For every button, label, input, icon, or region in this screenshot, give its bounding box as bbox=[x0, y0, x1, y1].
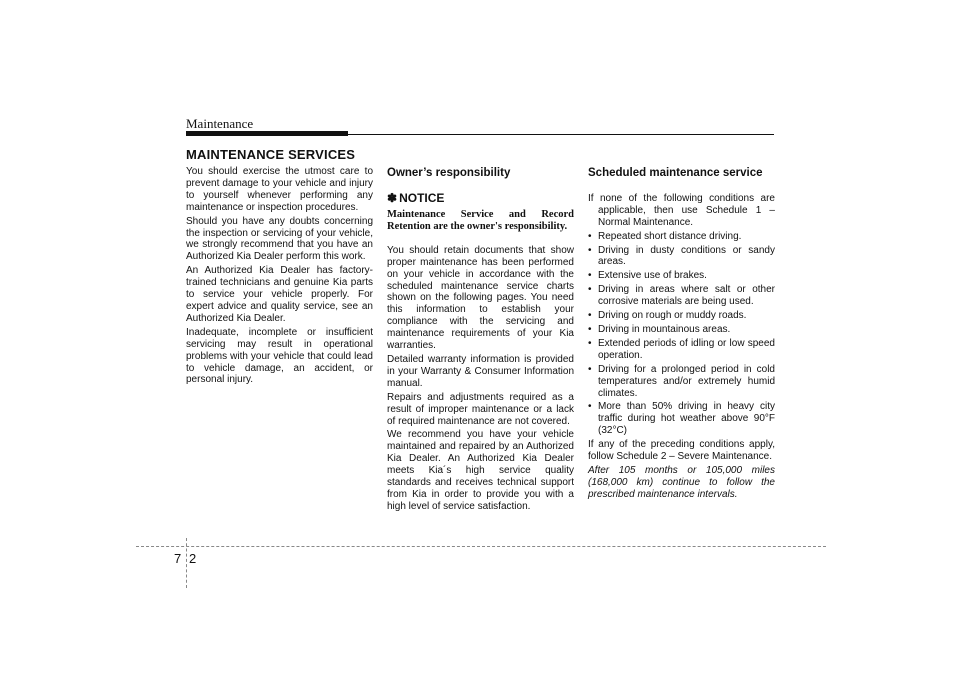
col3-closing: If any of the preceding conditions apply, follow Schedule 2 – Severe Maintenance. bbox=[588, 439, 775, 463]
section-title: MAINTENANCE SERVICES bbox=[186, 147, 356, 162]
list-item: • More than 50% driving in heavy city traffic during hot weather above 90°F (32°C) bbox=[588, 401, 775, 437]
bullet-icon: • bbox=[588, 270, 592, 282]
col2-paragraph: Detailed warranty information is provided in your Warranty & Consumer Information manual. bbox=[387, 353, 574, 389]
col3-italic-note: After 105 months or 105,000 miles (168,000 km) continue to follow the prescribed maintenance intervals. bbox=[588, 464, 775, 500]
bullet-icon: • bbox=[588, 323, 592, 335]
column-2 bbox=[387, 168, 574, 515]
notice-label: NOTICE bbox=[399, 190, 445, 205]
list-item: • Extended periods of idling or low speed operation. bbox=[588, 337, 775, 361]
col2-paragraph: You should retain documents that show proper maintenance has been performed on your vehicle in accordance with the scheduled maintenance service charts shown on the following pages. You need this information to establish your compliance with the servicing and maintenance requirements of your Kia warranties. bbox=[387, 244, 574, 352]
footer-divider bbox=[186, 538, 187, 588]
column-3 bbox=[588, 168, 775, 503]
col1-paragraph: Should you have any doubts concerning the inspection or servicing of your vehicle, we strongly recommend that you have an Authorized Kia Dealer perform this work. bbox=[186, 215, 373, 263]
owner-responsibility-heading: Owner’s responsibility bbox=[387, 167, 511, 179]
bullet-icon: • bbox=[588, 310, 592, 322]
list-item: • Driving in dusty conditions or sandy areas. bbox=[588, 244, 775, 268]
bullet-icon: • bbox=[588, 401, 592, 413]
list-item: • Repeated short distance driving. bbox=[588, 230, 742, 242]
col3-intro: If none of the following conditions are applicable, then use Schedule 1 – Normal Maintenance. bbox=[588, 192, 775, 228]
col2-paragraph: Repairs and adjustments required as a result of improper maintenance or a lack of required maintenance are not covered. bbox=[387, 391, 574, 427]
bullet-icon: • bbox=[588, 230, 592, 242]
list-item: • Driving on rough or muddy roads. bbox=[588, 310, 747, 322]
page-number: 2 bbox=[189, 551, 197, 566]
bullet-icon: • bbox=[588, 337, 592, 349]
col1-paragraph: An Authorized Kia Dealer has factory-trained technicians and genuine Kia parts to service your vehicle properly. For expert advice and quality service, see an Authorized Kia Dealer. bbox=[186, 265, 373, 324]
header-rule-thin bbox=[186, 134, 774, 135]
running-header-title: Maintenance bbox=[186, 116, 254, 131]
condition-list bbox=[588, 231, 775, 438]
footer-rule bbox=[136, 546, 826, 547]
list-item: • Driving for a prolonged period in cold temperatures and/or extremely humid climates. bbox=[588, 363, 775, 399]
col1-paragraph: You should exercise the utmost care to prevent damage to your vehicle and injury to yourself whenever performing any maintenance or inspection procedures. bbox=[186, 166, 373, 213]
chapter-number: 7 bbox=[174, 551, 182, 566]
notice-text: Maintenance Service and Record Retention are the owner's responsibility. bbox=[387, 208, 574, 232]
list-item: • Driving in areas where salt or other corrosive materials are being used. bbox=[588, 284, 775, 308]
bullet-icon: • bbox=[588, 284, 592, 296]
scheduled-maintenance-heading: Scheduled maintenance service bbox=[588, 167, 763, 179]
notice-heading bbox=[387, 190, 574, 205]
col2-paragraph: We recommend you have your vehicle maintained and repaired by an Authorized Kia Dealer. An Authorized Kia Dealer meets Kia´s high service quality standards and receives technical support from Kia in order to provide you with a high level of service satisfaction. bbox=[387, 429, 574, 512]
asterisk-icon: ✽ bbox=[387, 190, 398, 205]
column-1 bbox=[186, 166, 373, 388]
list-item: • Driving in mountainous areas. bbox=[588, 323, 731, 335]
bullet-icon: • bbox=[588, 363, 592, 375]
col1-paragraph: Inadequate, incomplete or insufficient servicing may result in operational problems with your vehicle that could lead to vehicle damage, an accident, or personal injury. bbox=[186, 326, 373, 386]
list-item: • Extensive use of brakes. bbox=[588, 270, 707, 282]
bullet-icon: • bbox=[588, 244, 592, 256]
